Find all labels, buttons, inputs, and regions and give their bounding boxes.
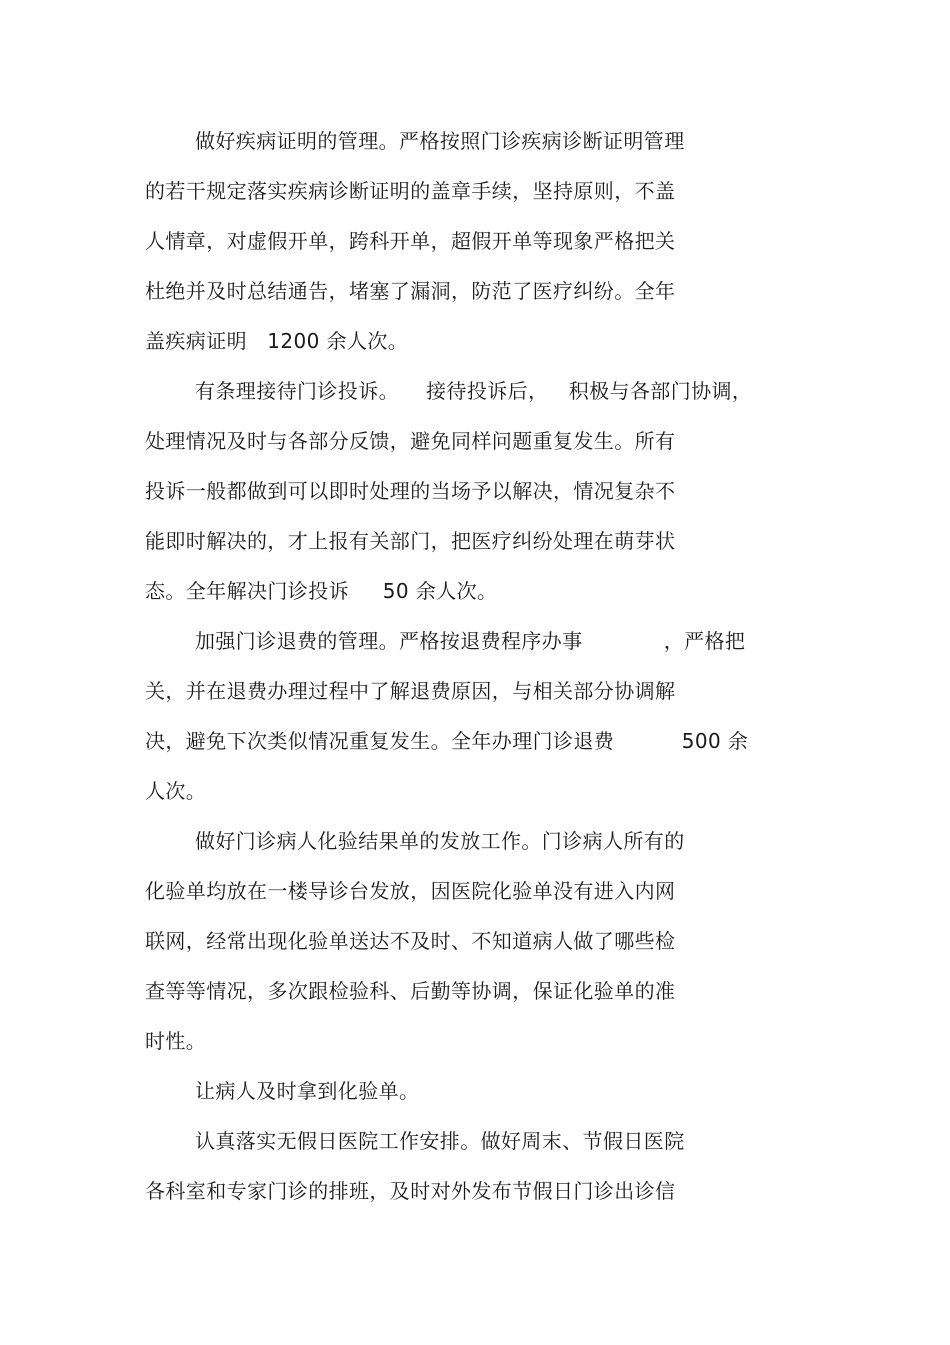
paragraph-line: 认真落实无假日医院工作安排。做好周末、节假日医院 [195,1129,685,1153]
paragraph-line: 做好疾病证明的管理。严格按照门诊疾病诊断证明管理 [195,129,685,153]
paragraph-line: 盖疾病证明 1200 余人次。 [145,329,409,353]
paragraph-line: 各科室和专家门诊的排班，及时对外发布节假日门诊出诊信 [145,1179,676,1203]
paragraph-line: 有条理接待门诊投诉。 接待投诉后， 积极与各部门协调， [195,379,753,403]
paragraph-line: 联网，经常出现化验单送达不及时、不知道病人做了哪些检 [145,929,676,953]
paragraph-line: 的若干规定落实疾病诊断证明的盖章手续，坚持原则，不盖 [145,179,676,203]
paragraph-line: 加强门诊退费的管理。严格按退费程序办事 ，严格把 [195,629,746,653]
paragraph-line: 杜绝并及时总结通告，堵塞了漏洞，防范了医疗纠纷。全年 [145,279,676,303]
paragraph-line: 时性。 [145,1029,207,1053]
paragraph-line: 态。全年解决门诊投诉 50 余人次。 [145,579,498,603]
paragraph-line: 能即时解决的，才上报有关部门，把医疗纠纷处理在萌芽状 [145,529,676,553]
paragraph-line: 处理情况及时与各部分反馈，避免同样问题重复发生。所有 [145,429,676,453]
paragraph-line: 查等等情况，多次跟检验科、后勤等协调，保证化验单的准 [145,979,676,1003]
paragraph-line: 人次。 [145,779,207,803]
paragraph-line: 做好门诊病人化验结果单的发放工作。门诊病人所有的 [195,829,685,853]
paragraph-line: 让病人及时拿到化验单。 [195,1079,420,1103]
paragraph-line: 关，并在退费办理过程中了解退费原因，与相关部分协调解 [145,679,676,703]
paragraph-line: 化验单均放在一楼导诊台发放，因医院化验单没有进入内网 [145,879,676,903]
paragraph-line: 决，避免下次类似情况重复发生。全年办理门诊退费 500 余 [145,729,749,753]
paragraph-line: 人情章，对虚假开单，跨科开单，超假开单等现象严格把关 [145,229,676,253]
paragraph-line: 投诉一般都做到可以即时处理的当场予以解决，情况复杂不 [145,479,676,503]
